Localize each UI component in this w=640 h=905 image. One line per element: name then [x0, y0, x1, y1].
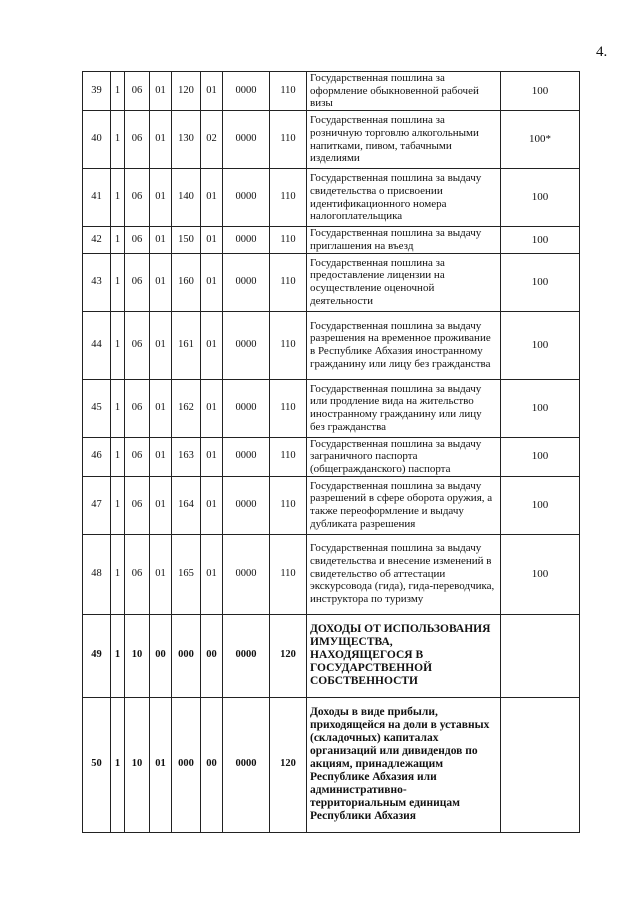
code-cell: 110 [270, 111, 307, 169]
income-description: Государственная пошлина за выдачу или продление вида на жительство иностранному гражданину или лицу без гражданства [307, 379, 501, 437]
income-description: Государственная пошлина за выдачу заграничного паспорта (общегражданского) паспорта [307, 437, 501, 476]
code-cell: 06 [125, 311, 150, 379]
income-description: Государственная пошлина за розничную торговлю алкогольными напитками, пивом, табачными изделиями [307, 111, 501, 169]
code-cell: 01 [201, 437, 223, 476]
code-cell: 1 [111, 476, 125, 534]
code-cell: 01 [201, 379, 223, 437]
table-row [83, 614, 580, 697]
income-description: Государственная пошлина за выдачу свидетельства и внесение изменений в свидетельство об аттестации экскурсовода (гида), гида-переводчика, инструктора по туризму [307, 534, 501, 614]
code-cell: 1 [111, 379, 125, 437]
income-description: Государственная пошлина за выдачу свидетельства о присвоении идентификационного номера налогоплательщика [307, 169, 501, 227]
code-cell: 1 [111, 169, 125, 227]
percentage-cell: 100 [501, 476, 580, 534]
table-row [83, 311, 580, 379]
row-number: 43 [83, 253, 111, 311]
table-row [83, 476, 580, 534]
budget-codes-table [82, 71, 580, 833]
code-cell: 01 [150, 379, 172, 437]
row-number: 44 [83, 311, 111, 379]
code-cell: 120 [270, 614, 307, 697]
row-number: 47 [83, 476, 111, 534]
code-cell: 01 [150, 534, 172, 614]
code-cell: 1 [111, 534, 125, 614]
code-cell: 0000 [223, 111, 270, 169]
code-cell: 110 [270, 72, 307, 111]
code-cell: 1 [111, 697, 125, 832]
code-cell: 0000 [223, 253, 270, 311]
row-number: 41 [83, 169, 111, 227]
code-cell: 01 [201, 72, 223, 111]
code-cell: 06 [125, 253, 150, 311]
code-cell: 1 [111, 311, 125, 379]
income-description: Государственная пошлина за предоставление лицензии на осуществление оценочной деятельности [307, 253, 501, 311]
code-cell: 01 [150, 111, 172, 169]
code-cell: 0000 [223, 311, 270, 379]
table-row [83, 253, 580, 311]
table-row [83, 379, 580, 437]
code-cell: 06 [125, 169, 150, 227]
percentage-cell: 100 [501, 72, 580, 111]
row-number: 39 [83, 72, 111, 111]
code-cell: 00 [201, 614, 223, 697]
table-row [83, 534, 580, 614]
code-cell: 0000 [223, 614, 270, 697]
percentage-cell [501, 697, 580, 832]
code-cell: 0000 [223, 534, 270, 614]
row-number: 48 [83, 534, 111, 614]
row-number: 42 [83, 227, 111, 253]
code-cell: 01 [150, 437, 172, 476]
row-number: 46 [83, 437, 111, 476]
code-cell: 110 [270, 253, 307, 311]
income-description: Государственная пошлина за выдачу разрешений в сфере оборота оружия, а также переоформление и выдачу дубликата разрешения [307, 476, 501, 534]
code-cell: 01 [201, 534, 223, 614]
code-cell: 160 [172, 253, 201, 311]
code-cell: 110 [270, 437, 307, 476]
code-cell: 01 [201, 311, 223, 379]
code-cell: 164 [172, 476, 201, 534]
code-cell: 06 [125, 437, 150, 476]
code-cell: 06 [125, 227, 150, 253]
code-cell: 0000 [223, 379, 270, 437]
income-description: ДОХОДЫ ОТ ИСПОЛЬЗОВАНИЯ ИМУЩЕСТВА, НАХОДЯЩЕГОСЯ В ГОСУДАРСТВЕННОЙ СОБСТВЕННОСТИ [307, 614, 501, 697]
code-cell: 110 [270, 534, 307, 614]
code-cell: 00 [201, 697, 223, 832]
code-cell: 1 [111, 227, 125, 253]
percentage-cell: 100 [501, 311, 580, 379]
code-cell: 1 [111, 72, 125, 111]
code-cell: 120 [172, 72, 201, 111]
code-cell: 1 [111, 253, 125, 311]
income-description: Государственная пошлина за выдачу разрешения на временное проживание в Республике Абхазия иностранному гражданину или лицу без гражданства [307, 311, 501, 379]
code-cell: 150 [172, 227, 201, 253]
code-cell: 01 [201, 476, 223, 534]
code-cell: 110 [270, 227, 307, 253]
code-cell: 01 [150, 253, 172, 311]
row-number: 49 [83, 614, 111, 697]
code-cell: 06 [125, 72, 150, 111]
row-number: 45 [83, 379, 111, 437]
table-row [83, 697, 580, 832]
code-cell: 0000 [223, 437, 270, 476]
code-cell: 02 [201, 111, 223, 169]
code-cell: 1 [111, 111, 125, 169]
code-cell: 162 [172, 379, 201, 437]
row-number: 50 [83, 697, 111, 832]
percentage-cell: 100 [501, 253, 580, 311]
code-cell: 06 [125, 476, 150, 534]
code-cell: 0000 [223, 476, 270, 534]
code-cell: 000 [172, 614, 201, 697]
code-cell: 06 [125, 111, 150, 169]
page-number: 4. [596, 44, 608, 60]
code-cell: 0000 [223, 72, 270, 111]
percentage-cell: 100 [501, 437, 580, 476]
code-cell: 0000 [223, 227, 270, 253]
code-cell: 01 [201, 169, 223, 227]
code-cell: 10 [125, 614, 150, 697]
code-cell: 110 [270, 169, 307, 227]
code-cell: 01 [150, 697, 172, 832]
code-cell: 110 [270, 379, 307, 437]
percentage-cell: 100 [501, 169, 580, 227]
code-cell: 0000 [223, 169, 270, 227]
code-cell: 01 [201, 227, 223, 253]
code-cell: 161 [172, 311, 201, 379]
income-description: Государственная пошлина за оформление обыкновенной рабочей визы [307, 72, 501, 111]
code-cell: 00 [150, 614, 172, 697]
table-row [83, 437, 580, 476]
row-number: 40 [83, 111, 111, 169]
code-cell: 163 [172, 437, 201, 476]
percentage-cell: 100 [501, 227, 580, 253]
code-cell: 1 [111, 437, 125, 476]
percentage-cell: 100 [501, 379, 580, 437]
code-cell: 06 [125, 534, 150, 614]
code-cell: 06 [125, 379, 150, 437]
code-cell: 01 [150, 227, 172, 253]
code-cell: 1 [111, 614, 125, 697]
code-cell: 110 [270, 476, 307, 534]
table-row [83, 72, 580, 111]
code-cell: 120 [270, 697, 307, 832]
code-cell: 110 [270, 311, 307, 379]
code-cell: 01 [150, 72, 172, 111]
percentage-cell [501, 614, 580, 697]
code-cell: 01 [150, 311, 172, 379]
table-row [83, 111, 580, 169]
income-description: Доходы в виде прибыли, приходящейся на доли в уставных (складочных) капиталах организаций или дивидендов по акциям, принадлежащим Республике Абхазия или административно-территориальным единицам Республики Абхазия [307, 697, 501, 832]
code-cell: 01 [150, 169, 172, 227]
code-cell: 000 [172, 697, 201, 832]
code-cell: 01 [201, 253, 223, 311]
code-cell: 165 [172, 534, 201, 614]
table-row [83, 227, 580, 253]
code-cell: 130 [172, 111, 201, 169]
table-row [83, 169, 580, 227]
code-cell: 140 [172, 169, 201, 227]
income-description: Государственная пошлина за выдачу приглашения на въезд [307, 227, 501, 253]
percentage-cell: 100 [501, 534, 580, 614]
code-cell: 01 [150, 476, 172, 534]
code-cell: 0000 [223, 697, 270, 832]
code-cell: 10 [125, 697, 150, 832]
percentage-cell: 100* [501, 111, 580, 169]
